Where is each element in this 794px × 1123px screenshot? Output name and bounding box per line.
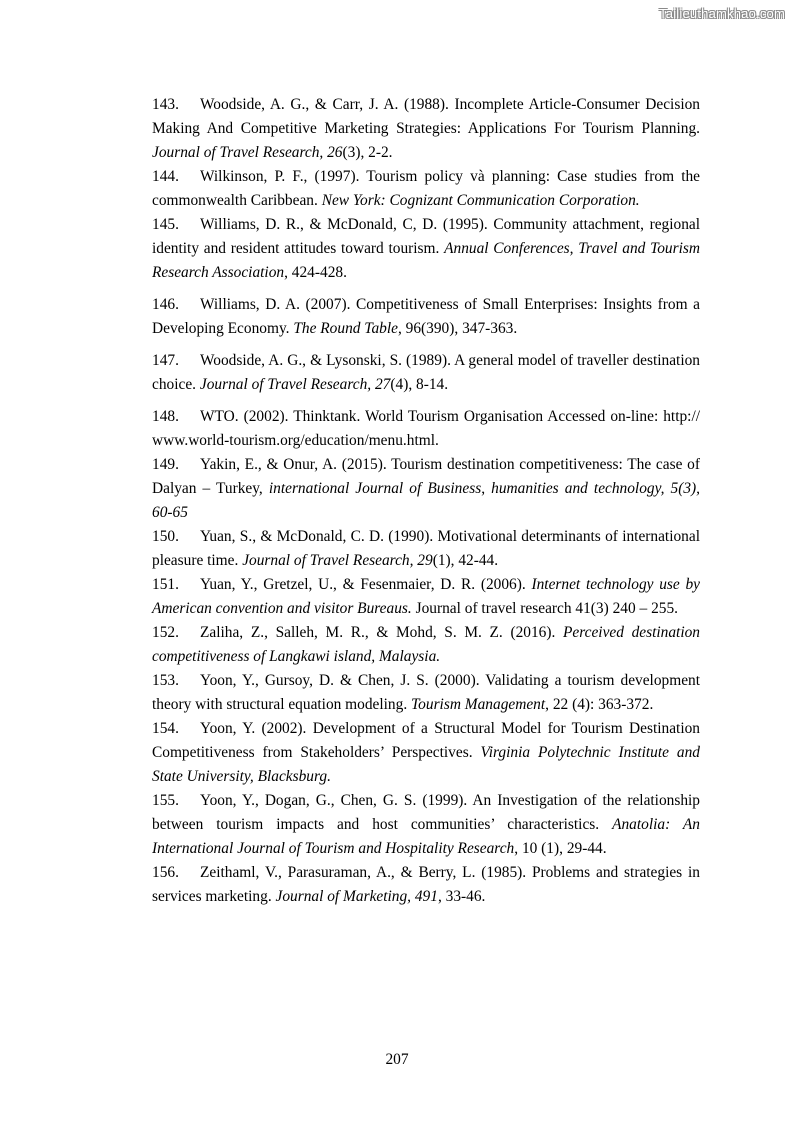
reference-number: 150.: [152, 528, 179, 545]
reference-item: 154. Yoon, Y. (2002). Development of a Structural Model for Tourism Destination Competitiveness from Stakeholders’ Perspectives. Virginia Polytechnic Institute and State University, Blacksburg.: [152, 717, 700, 789]
reference-number: 145.: [152, 216, 179, 233]
reference-item: 150. Yuan, S., & McDonald, C. D. (1990). Motivational determinants of international pleasure time. Journal of Travel Research, 29(1), 42-44.: [152, 525, 700, 573]
reference-item: 148. WTO. (2002). Thinktank. World Tourism Organisation Accessed on-line: http:// www.world-tourism.org/education/menu.html.: [152, 405, 700, 453]
reference-number: 148.: [152, 408, 179, 425]
reference-item: 153. Yoon, Y., Gursoy, D. & Chen, J. S. (2000). Validating a tourism development theory with structural equation modeling. Tourism Management, 22 (4): 363-372.: [152, 669, 700, 717]
reference-number: 147.: [152, 352, 179, 369]
reference-item: 151. Yuan, Y., Gretzel, U., & Fesenmaier, D. R. (2006). Internet technology use by American convention and visitor Bureaus. Journal of travel research 41(3) 240 – 255.: [152, 573, 700, 621]
reference-item: 156. Zeithaml, V., Parasuraman, A., & Berry, L. (1985). Problems and strategies in services marketing. Journal of Marketing, 491, 33-46.: [152, 861, 700, 909]
reference-item: 155. Yoon, Y., Dogan, G., Chen, G. S. (1999). An Investigation of the relationship between tourism impacts and host communities’ characteristics. Anatolia: An International Journal of Tourism and Hospitality Research, 10 (1), 29-44.: [152, 789, 700, 861]
reference-number: 146.: [152, 296, 179, 313]
reference-number: 152.: [152, 624, 179, 641]
reference-item: 152. Zaliha, Z., Salleh, M. R., & Mohd, S. M. Z. (2016). Perceived destination competitiveness of Langkawi island, Malaysia.: [152, 621, 700, 669]
page-number: 207: [385, 1051, 409, 1068]
reference-number: 156.: [152, 864, 179, 881]
reference-number: 153.: [152, 672, 179, 689]
reference-item: 145. Williams, D. R., & McDonald, C, D. (1995). Community attachment, regional identity and resident attitudes toward tourism. Annual Conferences, Travel and Tourism Research Association, 424-428.: [152, 213, 700, 285]
reference-number: 151.: [152, 576, 179, 593]
watermark-text: Tailieuthamkhao.com: [659, 6, 785, 21]
reference-number: 144.: [152, 168, 179, 185]
reference-item: 144. Wilkinson, P. F., (1997). Tourism policy và planning: Case studies from the commonwealth Caribbean. New York: Cognizant Communication Corporation.: [152, 165, 700, 213]
reference-number: 143.: [152, 96, 179, 113]
reference-number: 149.: [152, 456, 179, 473]
reference-number: 154.: [152, 720, 179, 737]
reference-item: 149. Yakin, E., & Onur, A. (2015). Tourism destination competitiveness: The case of Dalyan – Turkey, international Journal of Business, humanities and technology, 5(3), 60-65: [152, 453, 700, 525]
reference-number: 155.: [152, 792, 179, 809]
reference-list: [152, 93, 700, 909]
reference-item: 143. Woodside, A. G., & Carr, J. A. (1988). Incomplete Article-Consumer Decision Making And Competitive Marketing Strategies: Applications For Tourism Planning. Journal of Travel Research, 26(3), 2-2.: [152, 93, 700, 165]
reference-item: 147. Woodside, A. G., & Lysonski, S. (1989). A general model of traveller destination choice. Journal of Travel Research, 27(4), 8-14.: [152, 349, 700, 397]
reference-item: 146. Williams, D. A. (2007). Competitiveness of Small Enterprises: Insights from a Developing Economy. The Round Table, 96(390), 347-363.: [152, 293, 700, 341]
